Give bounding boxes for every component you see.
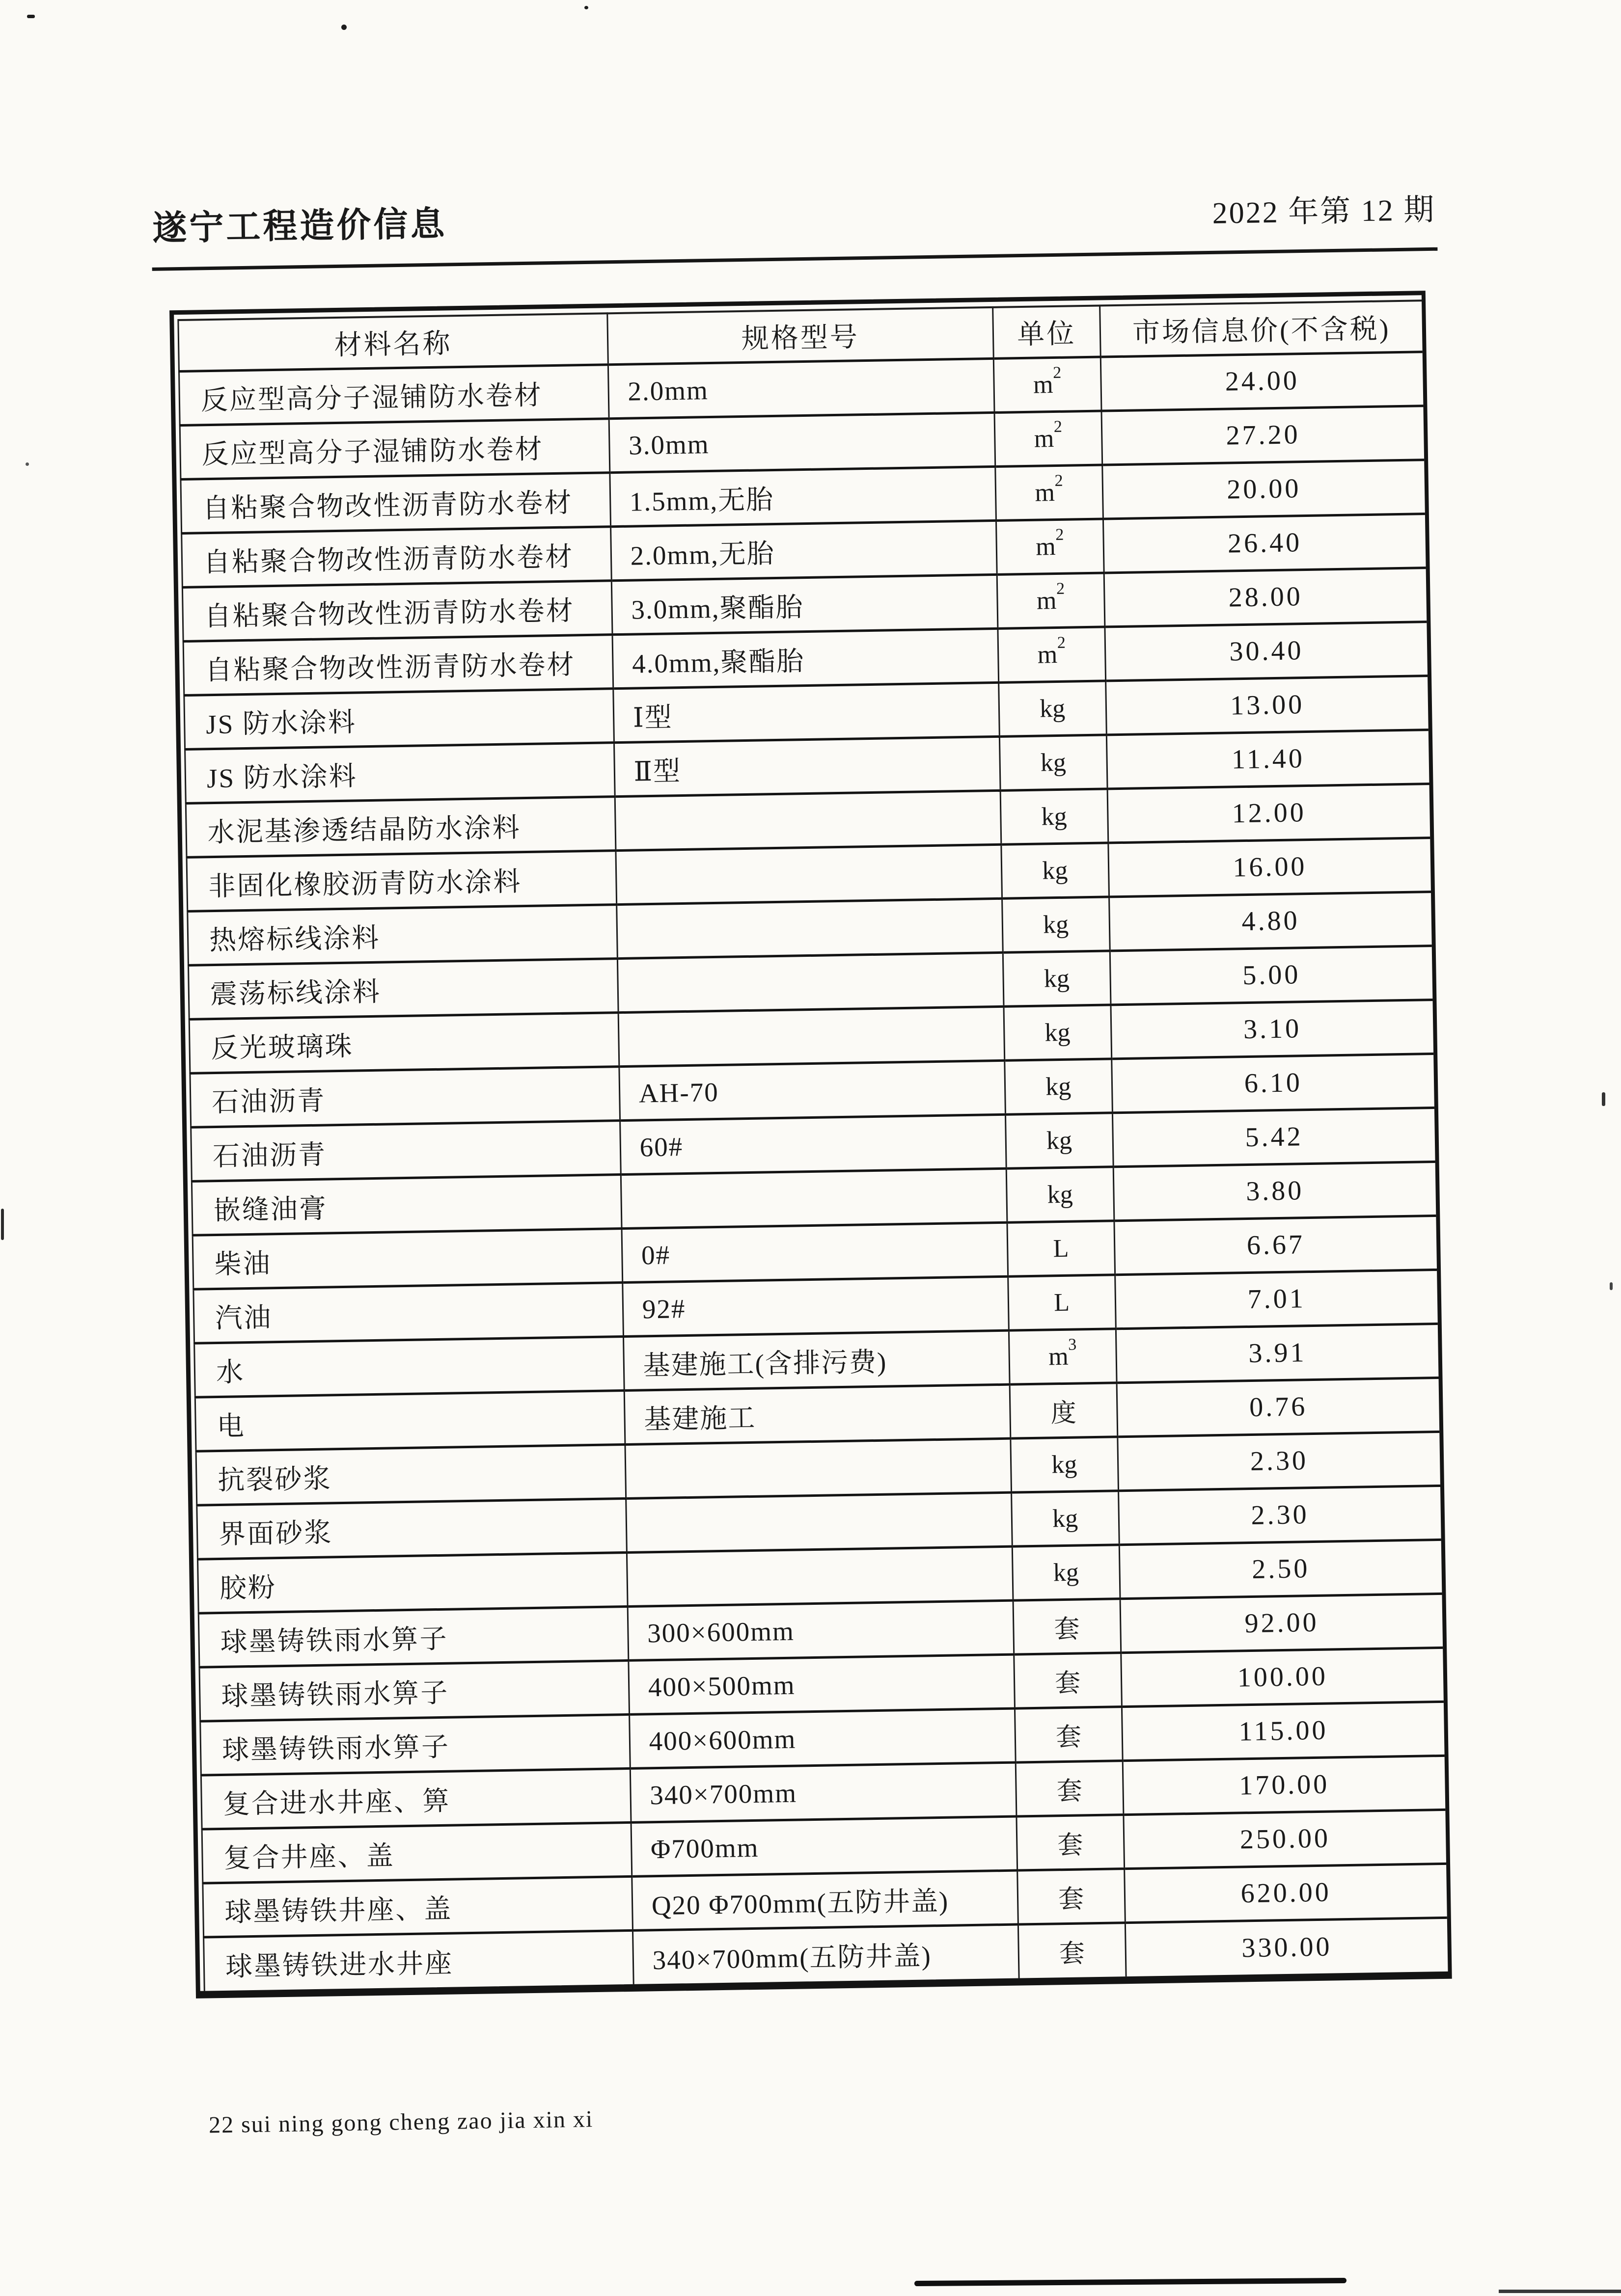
cell-unit: $m^2$ (996, 518, 1103, 574)
cell-unit: 套 (1017, 1814, 1124, 1870)
issue-label: 2022 年第 12 期 (1212, 193, 1436, 230)
cell-material: 非固化橡胶沥青防水涂料 (187, 850, 616, 911)
scan-speck (1, 1209, 4, 1240)
cell-price: 2.30 (1117, 1432, 1440, 1490)
cell-material: 水泥基渗透结晶防水涂料 (186, 796, 615, 857)
cell-unit: 套 (1013, 1598, 1121, 1654)
cell-price: 11.40 (1106, 729, 1429, 788)
cell-price: 6.67 (1114, 1216, 1437, 1274)
scan-speck (1610, 1282, 1613, 1290)
column-header-spec: 规格型号 (607, 307, 993, 364)
cell-price: 13.00 (1105, 675, 1429, 734)
scan-speck (27, 15, 35, 18)
cell-unit: kg (1005, 1058, 1112, 1114)
cell-unit: 套 (1015, 1706, 1122, 1762)
cell-spec: 92# (622, 1276, 1009, 1336)
cell-spec: 1.5mm,无胎 (610, 466, 996, 526)
cell-spec: AH-70 (619, 1060, 1006, 1120)
column-header-unit: 单位 (992, 306, 1100, 358)
cell-material: 复合井座、盖 (202, 1822, 632, 1883)
cell-material: 震荡标线涂料 (188, 958, 618, 1019)
cell-spec: 340×700mm (630, 1762, 1017, 1822)
cell-material: 球墨铸铁雨水箅子 (199, 1660, 629, 1721)
scan-streak (1499, 2290, 1621, 2293)
cell-price: 5.42 (1112, 1107, 1435, 1166)
cell-unit: 套 (1014, 1652, 1122, 1708)
cell-spec: 基建施工 (624, 1384, 1011, 1444)
page-header (152, 181, 1436, 250)
cell-price: 2.30 (1118, 1486, 1441, 1544)
cell-unit: 套 (1018, 1922, 1126, 1978)
cell-spec (626, 1492, 1012, 1552)
cell-material: 反应型高分子湿铺防水卷材 (179, 364, 608, 425)
cell-spec: 4.0mm,聚酯胎 (612, 628, 999, 688)
cell-unit: $m^3$ (1009, 1328, 1116, 1384)
cell-material: 反应型高分子湿铺防水卷材 (180, 418, 609, 479)
cell-price: 3.10 (1111, 999, 1434, 1058)
cell-spec (618, 1006, 1005, 1066)
scan-speck (341, 25, 347, 30)
cell-spec: 60# (620, 1114, 1006, 1174)
cell-unit: kg (999, 734, 1107, 790)
cell-unit: 套 (1017, 1868, 1125, 1924)
cell-spec: 基建施工(含排污费) (623, 1330, 1010, 1390)
cell-material: 电 (195, 1390, 625, 1451)
cell-spec: 400×600mm (629, 1708, 1016, 1768)
cell-spec: 0# (622, 1222, 1008, 1282)
cell-price: 30.40 (1104, 621, 1428, 680)
cell-material: 自粘聚合物改性沥青防水卷材 (182, 580, 612, 641)
cell-spec (627, 1546, 1013, 1606)
cell-price: 92.00 (1120, 1594, 1443, 1652)
cell-unit: $m^2$ (993, 357, 1101, 412)
cell-material: 抗裂砂浆 (196, 1444, 626, 1505)
cell-spec (616, 898, 1003, 958)
cell-price: 620.00 (1124, 1864, 1447, 1922)
cell-material: 球墨铸铁雨水箅子 (198, 1606, 628, 1667)
cell-unit: $m^2$ (998, 626, 1105, 682)
cell-material: 胶粉 (197, 1552, 627, 1613)
cell-material: 自粘聚合物改性沥青防水卷材 (182, 526, 611, 587)
cell-material: 石油沥青 (191, 1120, 621, 1181)
cell-unit: kg (1012, 1544, 1120, 1600)
cell-material: 反光玻璃珠 (189, 1012, 619, 1073)
cell-price: 100.00 (1121, 1648, 1444, 1706)
cell-spec (617, 952, 1004, 1012)
cell-spec: Q20 Φ700mm(五防井盖) (632, 1870, 1018, 1930)
cell-price: 3.91 (1116, 1324, 1439, 1382)
cell-spec: 340×700mm(五防井盖) (632, 1924, 1019, 1984)
cell-material: 自粘聚合物改性沥青防水卷材 (183, 634, 613, 695)
cell-spec: 3.0mm (609, 412, 995, 472)
cell-material: 嵌缝油膏 (192, 1174, 621, 1235)
price-table (177, 299, 1448, 1991)
header-rule (152, 247, 1438, 271)
cell-material: 水 (194, 1336, 624, 1397)
cell-unit: $m^2$ (997, 572, 1104, 628)
price-table-wrapper (169, 291, 1452, 1999)
cell-spec: 2.0mm,无胎 (610, 520, 997, 580)
cell-price: 12.00 (1107, 783, 1430, 842)
scan-speck (584, 6, 588, 9)
column-header-material: 材料名称 (334, 328, 453, 361)
cell-price: 115.00 (1122, 1702, 1445, 1760)
cell-spec (625, 1438, 1012, 1498)
cell-unit: kg (998, 680, 1106, 736)
cell-price: 24.00 (1100, 351, 1424, 410)
column-header-price: 市场信息价(不含税) (1099, 300, 1422, 356)
cell-spec (615, 790, 1001, 850)
table-body (179, 351, 1448, 1991)
cell-material: 界面砂浆 (197, 1498, 627, 1559)
cell-price: 7.01 (1115, 1270, 1438, 1328)
scan-speck (1602, 1092, 1605, 1106)
page-footer (209, 2106, 601, 2139)
footer-pinyin: sui ning gong cheng zao jia xin xi (241, 2106, 594, 2138)
cell-price: 6.10 (1111, 1053, 1434, 1112)
cell-unit: kg (1003, 950, 1110, 1006)
cell-price: 330.00 (1125, 1918, 1448, 1976)
cell-unit: kg (1000, 788, 1108, 844)
cell-price: 4.80 (1109, 891, 1432, 950)
cell-price: 20.00 (1102, 459, 1425, 518)
cell-price: 28.00 (1104, 567, 1427, 626)
cell-material: 柴油 (192, 1228, 622, 1289)
cell-spec: 300×600mm (628, 1600, 1014, 1660)
cell-unit: kg (1011, 1490, 1119, 1546)
cell-material: 石油沥青 (190, 1066, 620, 1127)
cell-material: 复合进水井座、箅 (201, 1768, 631, 1829)
cell-material: 热熔标线涂料 (188, 904, 617, 965)
cell-material: 自粘聚合物改性沥青防水卷材 (181, 472, 610, 533)
cell-material: JS 防水涂料 (184, 688, 614, 749)
cell-price: 0.76 (1117, 1378, 1440, 1436)
cell-spec (621, 1168, 1007, 1228)
cell-price: 27.20 (1101, 405, 1425, 464)
cell-material: 汽油 (193, 1282, 623, 1343)
cell-material: JS 防水涂料 (185, 742, 615, 803)
cell-spec (616, 844, 1002, 904)
cell-price: 5.00 (1110, 945, 1433, 1004)
cell-spec: 400×500mm (629, 1654, 1015, 1714)
cell-price: 170.00 (1123, 1756, 1446, 1814)
cell-unit: kg (1006, 1166, 1114, 1222)
cell-price: 16.00 (1108, 837, 1431, 896)
cell-spec: 3.0mm,聚酯胎 (611, 574, 998, 634)
cell-unit: $m^2$ (995, 465, 1103, 520)
cell-spec: Φ700mm (631, 1816, 1017, 1876)
cell-unit: kg (1002, 896, 1109, 952)
cell-material: 球墨铸铁进水井座 (204, 1930, 633, 1991)
cell-unit: 套 (1016, 1760, 1123, 1816)
cell-unit: kg (1011, 1436, 1118, 1492)
cell-price: 250.00 (1123, 1810, 1446, 1868)
cell-unit: kg (1001, 842, 1109, 898)
page-number: 22 (208, 2111, 235, 2138)
cell-unit: 度 (1010, 1382, 1117, 1438)
scan-speck (26, 462, 29, 466)
cell-unit: L (1007, 1220, 1115, 1276)
cell-unit: kg (1004, 1004, 1111, 1060)
cell-material: 球墨铸铁雨水箅子 (200, 1714, 630, 1775)
cell-material: 球墨铸铁井座、盖 (203, 1876, 632, 1937)
cell-price: 26.40 (1103, 513, 1426, 572)
cell-unit: kg (1005, 1112, 1113, 1168)
cell-price: 2.50 (1119, 1540, 1442, 1598)
cell-unit: L (1008, 1274, 1115, 1330)
cell-price: 3.80 (1113, 1162, 1436, 1220)
cell-unit: $m^2$ (994, 411, 1102, 466)
cell-spec: Ⅱ型 (614, 736, 1000, 796)
cell-spec: 2.0mm (608, 358, 994, 418)
cell-spec: Ⅰ型 (613, 682, 999, 742)
page-title: 遂宁工程造价信息 (152, 205, 447, 248)
